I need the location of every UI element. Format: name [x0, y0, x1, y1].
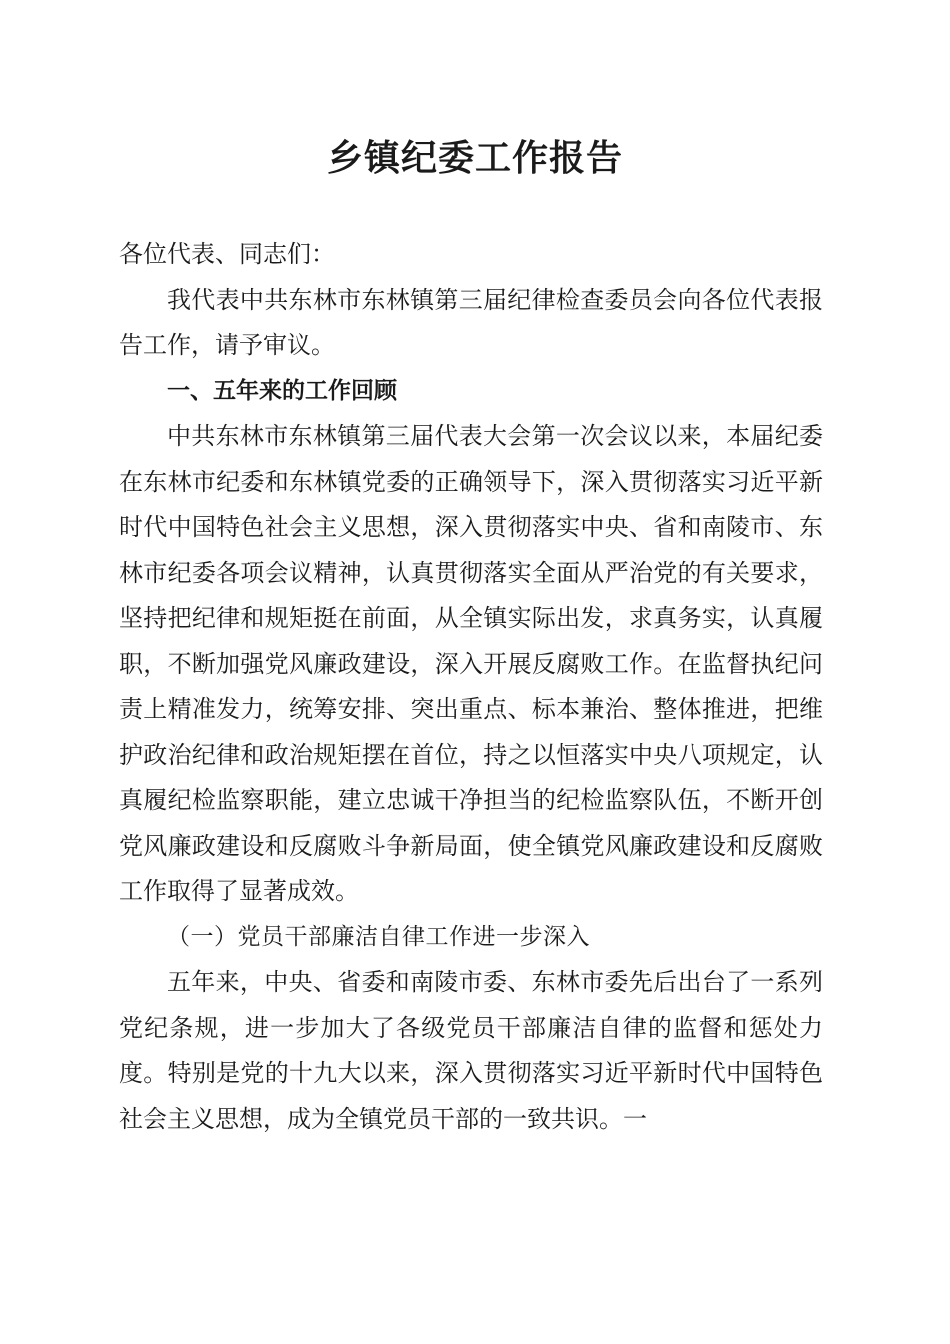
section-heading: 一、五年来的工作回顾: [167, 377, 397, 404]
intro-paragraph: 我代表中共东林市东林镇第三届纪律检查委员会向各位代表报告工作，请予审议。: [119, 285, 823, 359]
document-body: [119, 232, 823, 1142]
document-title: 乡镇纪委工作报告: [326, 137, 623, 179]
salutation: 各位代表、同志们：: [119, 240, 335, 268]
subsection-paragraph: 五年来，中央、省委和南陵市委、东林市委先后出台了一系列党纪条规，进一步加大了各级党员干部廉洁自律的监督和惩处力度。特别是党的十九大以来，深入贯彻落实习近平新时代中国特色社会主义思想，成为全镇党员干部的一致共识。一: [119, 968, 823, 1133]
section-paragraph: 中共东林市东林镇第三届代表大会第一次会议以来，本届纪委在东林市纪委和东林镇党委的正确领导下，深入贯彻落实习近平新时代中国特色社会主义思想，深入贯彻落实中央、省和南陵市、东林市纪委各项会议精神，认真贯彻落实全面从严治党的有关要求，坚持把纪律和规矩挺在前面，从全镇实际出发，求真务实，认真履职，不断加强党风廉政建设，深入开展反腐败工作。在监督执纪问责上精准发力，统筹安排、突出重点、标本兼治、整体推进，把维护政治纪律和政治规矩摆在首位，持之以恒落实中央八项规定，认真履纪检监察职能，建立忠诚干净担当的纪检监察队伍，不断开创党风廉政建设和反腐败斗争新局面，使全镇党风廉政建设和反腐败工作取得了显著成效。: [119, 422, 823, 905]
subsection-heading: （一）党员干部廉洁自律工作进一步深入: [167, 923, 590, 950]
